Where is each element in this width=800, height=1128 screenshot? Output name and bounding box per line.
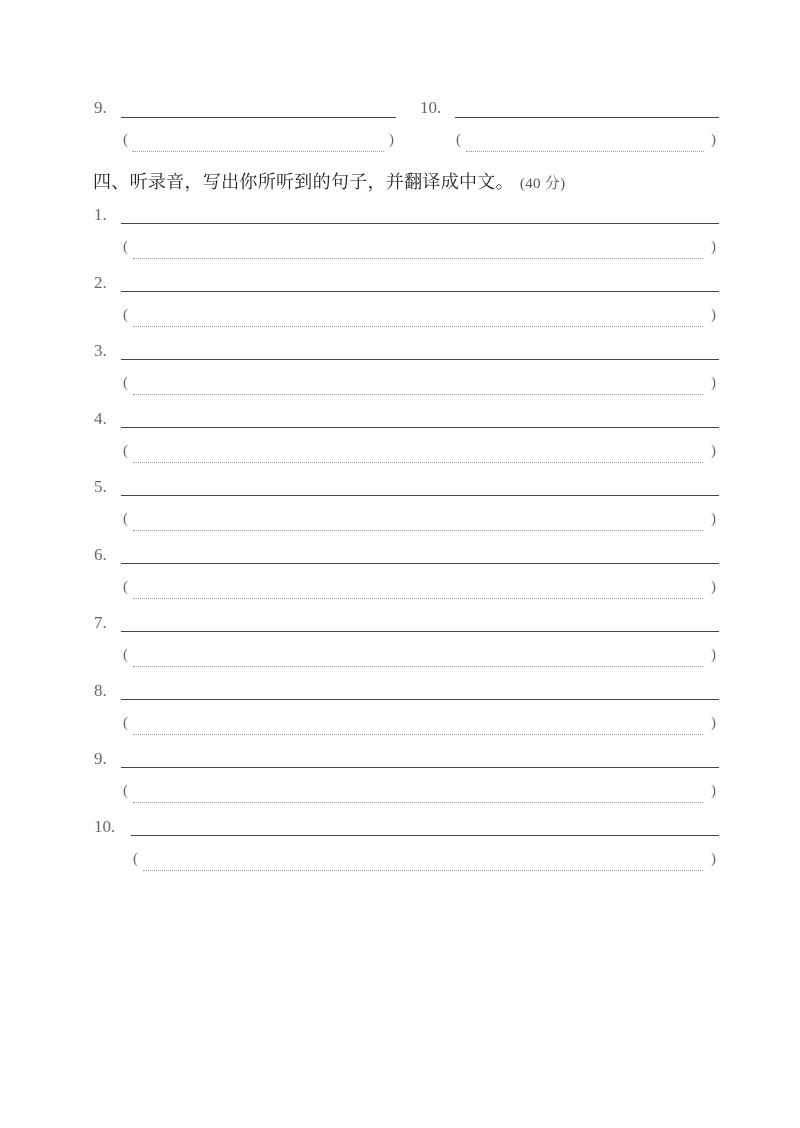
answer-line[interactable] [121, 291, 719, 292]
translation-line[interactable] [133, 258, 703, 259]
answer-line[interactable] [121, 223, 719, 224]
paren-open: ( [123, 647, 128, 663]
paren-open: ( [123, 443, 128, 459]
top-item-10-paren-close: ) [711, 132, 716, 148]
paren-close: ) [711, 715, 716, 731]
translation-line[interactable] [133, 530, 703, 531]
top-item-10-number: 10. [420, 98, 442, 117]
paren-close: ) [711, 851, 716, 867]
answer-line[interactable] [121, 495, 719, 496]
paren-close: ) [711, 579, 716, 595]
top-item-10-paren-open: ( [456, 132, 461, 148]
item-number: 5. [94, 477, 107, 496]
paren-close: ) [711, 307, 716, 323]
paren-open: ( [123, 715, 128, 731]
item-number: 6. [94, 545, 107, 564]
item-number: 2. [94, 273, 107, 292]
paren-open: ( [123, 307, 128, 323]
item-number: 7. [94, 613, 107, 632]
translation-line[interactable] [133, 802, 703, 803]
answer-line[interactable] [121, 427, 719, 428]
top-item-9-paren-close: ) [389, 132, 394, 148]
item-number: 9. [94, 749, 107, 768]
paren-open: ( [123, 511, 128, 527]
top-item-10-translation-line[interactable] [466, 151, 704, 152]
top-item-10-answer-line[interactable] [455, 117, 719, 118]
top-item-9-translation-line[interactable] [132, 151, 384, 152]
paren-close: ) [711, 783, 716, 799]
paren-open: ( [123, 783, 128, 799]
item-number: 4. [94, 409, 107, 428]
paren-close: ) [711, 511, 716, 527]
section-points: (40 分) [519, 176, 566, 192]
paren-close: ) [711, 239, 716, 255]
answer-line[interactable] [131, 835, 719, 836]
translation-line[interactable] [133, 734, 703, 735]
paren-close: ) [711, 375, 716, 391]
paren-open: ( [123, 579, 128, 595]
answer-line[interactable] [121, 563, 719, 564]
translation-line[interactable] [133, 598, 703, 599]
translation-line[interactable] [133, 462, 703, 463]
paren-open: ( [123, 239, 128, 255]
top-item-9-number: 9. [94, 98, 107, 117]
answer-line[interactable] [121, 631, 719, 632]
item-number: 1. [94, 205, 107, 224]
paren-close: ) [711, 443, 716, 459]
paren-open: ( [123, 375, 128, 391]
answer-line[interactable] [121, 767, 719, 768]
top-item-9-paren-open: ( [123, 132, 128, 148]
section-heading [93, 168, 565, 194]
top-item-9-answer-line[interactable] [121, 117, 396, 118]
translation-line[interactable] [133, 326, 703, 327]
paren-close: ) [711, 647, 716, 663]
section-title: 四、听录音，写出你所听到的句子，并翻译成中文。 [93, 172, 514, 193]
item-number: 8. [94, 681, 107, 700]
item-number: 3. [94, 341, 107, 360]
translation-line[interactable] [133, 666, 703, 667]
answer-line[interactable] [121, 359, 719, 360]
answer-line[interactable] [121, 699, 719, 700]
paren-open: ( [133, 851, 138, 867]
translation-line[interactable] [133, 394, 703, 395]
item-number: 10. [94, 817, 116, 836]
translation-line[interactable] [143, 870, 703, 871]
